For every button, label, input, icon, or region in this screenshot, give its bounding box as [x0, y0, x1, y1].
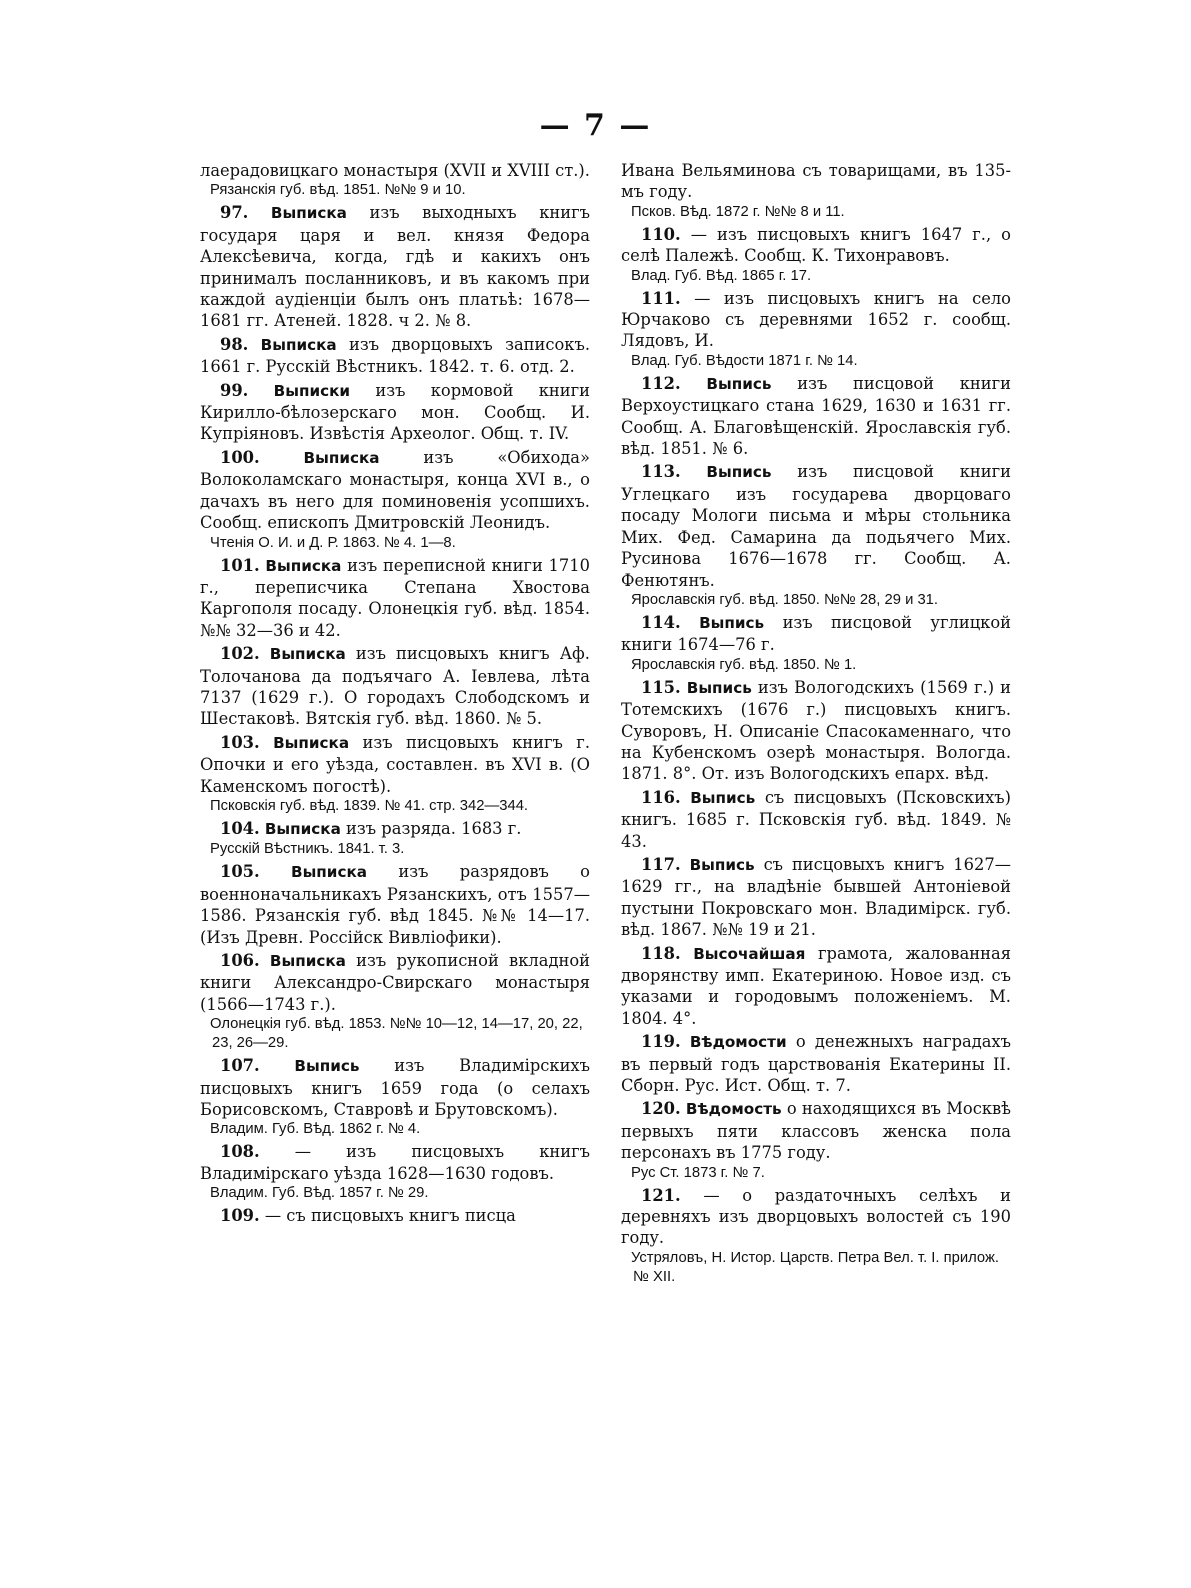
entry-source: Владим. Губ. Вѣд. 1857 г. № 29. — [210, 1185, 429, 1202]
catalog-entry — [621, 612, 1011, 675]
entry-number: 121. — [641, 1185, 681, 1205]
entry-text: изъ разряда. 1683 г. — [346, 818, 522, 838]
entry-heading: Выпись — [294, 1057, 360, 1076]
entry-number: 115. — [641, 677, 681, 697]
entry-number: 110. — [641, 224, 681, 244]
entry-source: Владим. Губ. Вѣд. 1862 г. № 4. — [210, 1121, 421, 1138]
entry-body — [200, 160, 590, 181]
entry-text: Ивана Вельяминова съ товарищами, въ 135-мъ году. — [621, 161, 1011, 202]
entry-text: изъ Владимірскихъ писцовыхъ книгъ 1659 года (о селахъ Борисовскомъ, Ставровѣ и Брутовскомъ). — [200, 1056, 590, 1120]
entry-body — [621, 288, 1011, 352]
entry-source: Ярославскія губ. вѣд. 1850. № 1. — [631, 656, 857, 673]
entry-heading: Выпись — [689, 855, 755, 874]
entry-source: Русскій Вѣстникъ. 1841. т. 3. — [210, 841, 405, 858]
entry-text: о денежныхъ наградахъ въ первый годъ царствованія Екатерины II. Сборн. Рус. Ист. Общ. т. 7. — [621, 1032, 1011, 1096]
catalog-entry — [621, 943, 1011, 1030]
entry-heading: Вѣдомость — [685, 1100, 782, 1119]
entry-body — [200, 555, 590, 642]
catalog-entry — [200, 555, 590, 642]
entry-body — [200, 1141, 590, 1184]
entry-body — [200, 1205, 590, 1226]
entry-number: 117. — [641, 854, 681, 874]
entry-heading: Выписка — [269, 952, 346, 970]
catalog-entry — [621, 288, 1011, 371]
entry-heading: Выпись — [690, 788, 756, 807]
entry-number: 101. — [220, 555, 260, 575]
right-column — [621, 160, 1011, 1289]
entry-number: 114. — [641, 612, 681, 632]
entry-text: изъ писцовыхъ книгъ г. Опочки и его уѣзда, составлен. въ XVI в. (О Каменскомъ погостѣ). — [200, 732, 590, 796]
entry-number: 100. — [220, 447, 260, 467]
entry-source: Олонецкія губ. вѣд. 1853. №№ 10—12, 14—17, 20, 22, 23, 26—29. — [210, 1016, 583, 1052]
entry-heading: Выпись — [706, 463, 772, 482]
catalog-entry — [200, 1141, 590, 1203]
entry-text: съ писцовыхъ (Псковскихъ) книгъ. 1685 г. Псковскія губ. вѣд. 1849. № 43. — [621, 787, 1011, 851]
catalog-entry — [200, 447, 590, 553]
entry-source: Влад. Губ. Вѣд. 1865 г. 17. — [631, 267, 812, 284]
entry-body — [621, 1185, 1011, 1249]
entry-text: изъ кормовой книги Кирилло-бѣлозерскаго мон. Сообщ. И. Купріяновъ. Извѣстія Археолог. Общ. т. IV. — [200, 380, 590, 444]
entry-text: изъ писцовой книги Углецкаго изъ государева дворцоваго посаду Мологи письма и мѣры стольника Мих. Фед. Самарина да подьячего Мих. Русинова 1676—1678 гг. Сообщ. А. Фенютянъ. — [621, 462, 1011, 590]
entry-body — [621, 612, 1011, 656]
entry-body — [621, 1098, 1011, 1163]
catalog-entry — [621, 677, 1011, 785]
entry-text: изъ писцовой углицкой книги 1674—76 г. — [621, 612, 1011, 655]
entry-text: изъ выходныхъ книгъ государя царя и вел. князя Федора Алексѣевича, когда, гдѣ и какихъ онъ принималъ посланниковъ, и въ какомъ при каждой аудіенціи былъ онъ платьѣ: 1678—1681 гг. Атеней. 1828. ч 2. № 8. — [200, 203, 590, 331]
entry-heading: Вѣдомости — [689, 1033, 787, 1052]
entry-body — [621, 943, 1011, 1030]
entry-number: 116. — [641, 787, 681, 807]
entry-text: изъ писцовыхъ книгъ Аф. Толочанова да подъячаго А. Іевлева, лѣта 7137 (1629 г.). О городахъ Слободскомъ и Шестаковѣ. Вятскія губ. вѣд. 1860. № 5. — [200, 644, 590, 729]
entry-text: изъ Вологодскихъ (1569 г.) и Тотемскихъ (1676 г.) писцовыхъ книгъ. Суворовъ, Н. Описаніе Спасокаменнаго, что на Кубенскомъ озерѣ монастыря. Вологда. 1871. 8°. От. изъ Вологодскихъ епарх. вѣд. — [621, 677, 1011, 784]
entry-text: изъ переписной книги 1710 г., переписчика Степана Хвостова Каргополя посаду. Олонецкія губ. вѣд. 1854. №№ 32—36 и 42. — [200, 555, 590, 640]
entry-number: 120. — [641, 1099, 681, 1119]
entry-heading: Выписка — [269, 645, 346, 664]
catalog-entry — [200, 818, 590, 859]
entry-number: 109. — [220, 1206, 260, 1226]
catalog-entry — [621, 224, 1011, 286]
entry-number: 104. — [220, 818, 260, 838]
entry-heading: Выписка — [303, 448, 380, 467]
entry-body — [200, 643, 590, 730]
entry-heading: Выписки — [273, 381, 351, 400]
entry-body — [621, 1031, 1011, 1096]
catalog-entry — [621, 1098, 1011, 1182]
entry-source: Устряловъ, Н. Истор. Царств. Петра Вел. т. I. прилож. № XII. — [631, 1249, 1000, 1285]
entry-source: Ярославскія губ. вѣд. 1850. №№ 28, 29 и 31. — [631, 591, 939, 608]
entry-heading: Выписка — [270, 204, 347, 223]
entry-text: — съ писцовыхъ книгъ писца — [264, 1206, 516, 1226]
page-number: — 7 — — [539, 108, 652, 143]
entry-heading: Выписка — [264, 819, 341, 838]
entry-number: 98. — [220, 334, 249, 354]
entry-number: 111. — [641, 288, 681, 308]
entry-text: о находящихся въ Москвѣ первыхъ пяти классовъ женска пола персонахъ въ 1775 году. — [621, 1099, 1011, 1163]
catalog-entry — [621, 461, 1011, 609]
entry-text: изъ «Обихода» Волоколамскаго монастыря, конца XVI в., о дачахъ въ него для поминовенія усопшихъ. Сообщ. епископъ Дмитровскій Леонидъ. — [200, 447, 590, 533]
entry-heading: Выписка — [260, 335, 337, 354]
catalog-entry — [621, 1185, 1011, 1287]
entry-text: грамота, жалованная дворянству имп. Екатериною. Новое изд. съ указами и городовымъ положеніемъ. М. 1804. 4°. — [621, 943, 1011, 1028]
entry-heading: Выписка — [291, 863, 368, 882]
entry-number: 112. — [641, 373, 681, 393]
entry-number: 107. — [220, 1056, 260, 1076]
entry-heading: Выпись — [706, 374, 772, 393]
entry-body — [200, 447, 590, 534]
entry-source: Рязанскія губ. вѣд. 1851. №№ 9 и 10. — [210, 182, 466, 199]
entry-number: 103. — [220, 732, 260, 752]
entry-body — [621, 787, 1011, 852]
catalog-entry — [200, 732, 590, 816]
entry-number: 108. — [220, 1142, 260, 1162]
catalog-entry — [621, 373, 1011, 460]
catalog-entry — [200, 202, 590, 331]
entry-heading: Выписка — [273, 733, 350, 752]
catalog-entry — [200, 950, 590, 1053]
catalog-entry — [621, 854, 1011, 941]
catalog-entry — [200, 334, 590, 378]
entry-text: съ писцовыхъ книгъ 1627—1629 гг., на владѣніе бывшей Антоніевой пустыни Покровскаго мон. Владимірск. губ. вѣд. 1867. №№ 19 и 21. — [621, 854, 1012, 940]
entry-body — [200, 732, 590, 797]
entry-text: — изъ писцовыхъ книгъ Владимірскаго уѣзда 1628—1630 годовъ. — [200, 1142, 590, 1183]
entry-number: 119. — [641, 1032, 681, 1052]
entry-source: Влад. Губ. Вѣдости 1871 г. № 14. — [631, 352, 858, 369]
entry-heading: Выписка — [265, 556, 342, 575]
left-column — [200, 160, 590, 1229]
entry-heading: Выпись — [699, 613, 765, 632]
entry-text: — изъ писцовыхъ книгъ на село Юрчаково съ деревнями 1652 г. сообщ. Лядовъ, И. — [621, 288, 1011, 351]
catalog-entry — [621, 1031, 1011, 1096]
entry-body — [200, 818, 590, 840]
entry-text: лаерадовицкаго монастыря (XVII и XVIII ст.). — [200, 161, 590, 180]
entry-heading: Выпись — [686, 678, 752, 697]
entry-body — [621, 160, 1011, 203]
entry-number: 99. — [220, 380, 249, 400]
catalog-entry — [200, 1205, 590, 1226]
entry-source: Псков. Вѣд. 1872 г. №№ 8 и 11. — [631, 203, 845, 220]
entry-number: 106. — [220, 951, 260, 970]
entry-text: изъ рукописной вкладной книги Александро-Свирскаго монастыря (1566—1743 г.). — [200, 951, 590, 1014]
entry-text: изъ разрядовъ о военноначальникахъ Рязанскихъ, отъ 1557—1586. Рязанскія губ. вѣд 1845. №№ 14—17. (Изъ Древн. Россійск Вивліофики). — [200, 862, 590, 947]
catalog-entry — [621, 787, 1011, 852]
entry-source: Псковскія губ. вѣд. 1839. № 41. стр. 342—344. — [210, 797, 529, 814]
entry-body — [200, 950, 590, 1015]
entry-source: Чтенія О. И. и Д. Р. 1863. № 4. 1—8. — [210, 534, 456, 551]
entry-body — [621, 461, 1011, 590]
entry-number: 102. — [220, 644, 260, 664]
entry-body — [200, 202, 590, 331]
catalog-entry — [621, 160, 1011, 222]
entry-heading: Высочайшая — [693, 944, 806, 963]
entry-text: изъ писцовой книги Верхоустицкаго стана 1629, 1630 и 1631 гг. Сообщ. А. Благовѣщенскій. Ярославскія губ. вѣд. 1851. № 6. — [621, 373, 1011, 459]
entry-number: 118. — [641, 943, 681, 963]
catalog-entry — [200, 380, 590, 445]
entry-body — [621, 677, 1011, 785]
entry-body — [621, 224, 1011, 267]
entry-number: 97. — [220, 203, 249, 223]
entry-number: 105. — [220, 862, 260, 882]
entry-body — [200, 380, 590, 445]
entry-source: Рус Ст. 1873 г. № 7. — [631, 1164, 765, 1181]
entry-body — [621, 373, 1011, 460]
entry-text: — изъ писцовыхъ книгъ 1647 г., о селѣ Палежѣ. Сообщ. К. Тихонравовъ. — [621, 224, 1011, 266]
entry-body — [200, 334, 590, 378]
catalog-entry — [200, 643, 590, 730]
entry-body — [621, 854, 1011, 941]
entry-text: — о раздаточныхъ селѣхъ и деревняхъ изъ дворцовыхъ волостей съ 190 году. — [621, 1185, 1011, 1248]
entry-body — [200, 861, 590, 948]
catalog-entry — [200, 160, 590, 200]
entry-number: 113. — [641, 462, 681, 482]
entry-body — [200, 1055, 590, 1120]
entry-text: изъ дворцовыхъ записокъ. 1661 г. Русскій Вѣстникъ. 1842. т. 6. отд. 2. — [200, 334, 590, 377]
catalog-entry — [200, 861, 590, 948]
catalog-entry — [200, 1055, 590, 1139]
